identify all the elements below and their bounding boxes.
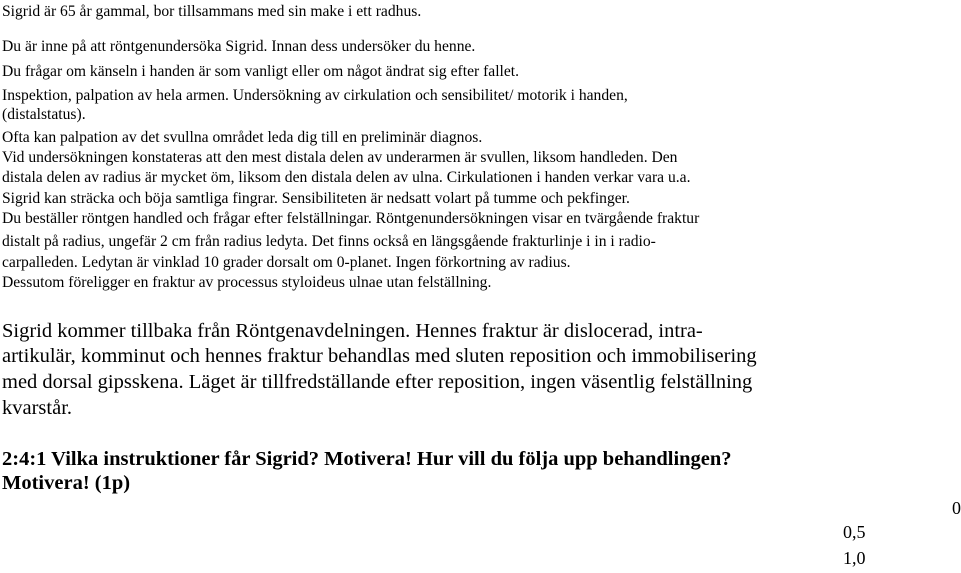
question-line: 2:4:1 Vilka instruktioner får Sigrid? Motivera! Hur vill du följa upp behandlingen?	[2, 448, 732, 470]
case-intro: Sigrid är 65 år gammal, bor tillsammans med sin make i ett radhus.	[2, 3, 422, 20]
case-line: Du frågar om känseln i handen är som vanligt eller om något ändrat sig efter fallet.	[2, 63, 520, 80]
case-line: Inspektion, palpation av hela armen. Undersökning av cirkulation och sensibilitet/ motorik i handen,	[2, 87, 628, 104]
case-line: distala delen av radius är mycket öm, liksom den distala delen av ulna. Cirkulationen i handen verkar vara u.a.	[2, 169, 691, 186]
case-line: Du är inne på att röntgenundersöka Sigrid. Innan dess undersöker du henne.	[2, 38, 476, 55]
case-line: Ofta kan palpation av det svullna området leda dig till en preliminär diagnos.	[2, 129, 483, 146]
case-line: Dessutom föreligger en fraktur av processus styloideus ulnae utan felställning.	[2, 274, 492, 291]
case-line: (distalstatus).	[2, 106, 86, 123]
followup-line: med dorsal gipsskena. Läget är tillfredställande efter reposition, ingen väsentlig felställning	[2, 371, 753, 393]
score-edge: 0	[952, 498, 961, 518]
followup-line: artikulär, komminut och hennes fraktur behandlas med sluten reposition och immobilisering	[2, 345, 757, 367]
score-half: 0,5	[843, 522, 866, 542]
case-line: carpalleden. Ledytan är vinklad 10 grader dorsalt om 0-planet. Ingen förkortning av radius.	[2, 254, 571, 271]
case-line: distalt på radius, ungefär 2 cm från radius ledyta. Det finns också en längsgående frakturlinje i in i radio-	[2, 233, 656, 250]
followup-line: kvarstår.	[2, 397, 73, 419]
question-line: Motivera! (1p)	[2, 472, 131, 494]
case-line: Sigrid kan sträcka och böja samtliga fingrar. Sensibiliteten är nedsatt volart på tumme och pekfinger.	[2, 190, 630, 207]
case-line: Du beställer röntgen handled och frågar efter felställningar. Röntgenundersökningen visar en tvärgående fraktur	[2, 210, 700, 227]
score-full: 1,0	[843, 548, 866, 568]
case-line: Vid undersökningen konstateras att den mest distala delen av underarmen är svullen, liksom handleden. Den	[2, 149, 678, 166]
followup-line: Sigrid kommer tillbaka från Röntgenavdelningen. Hennes fraktur är dislocerad, intra-	[2, 320, 703, 342]
